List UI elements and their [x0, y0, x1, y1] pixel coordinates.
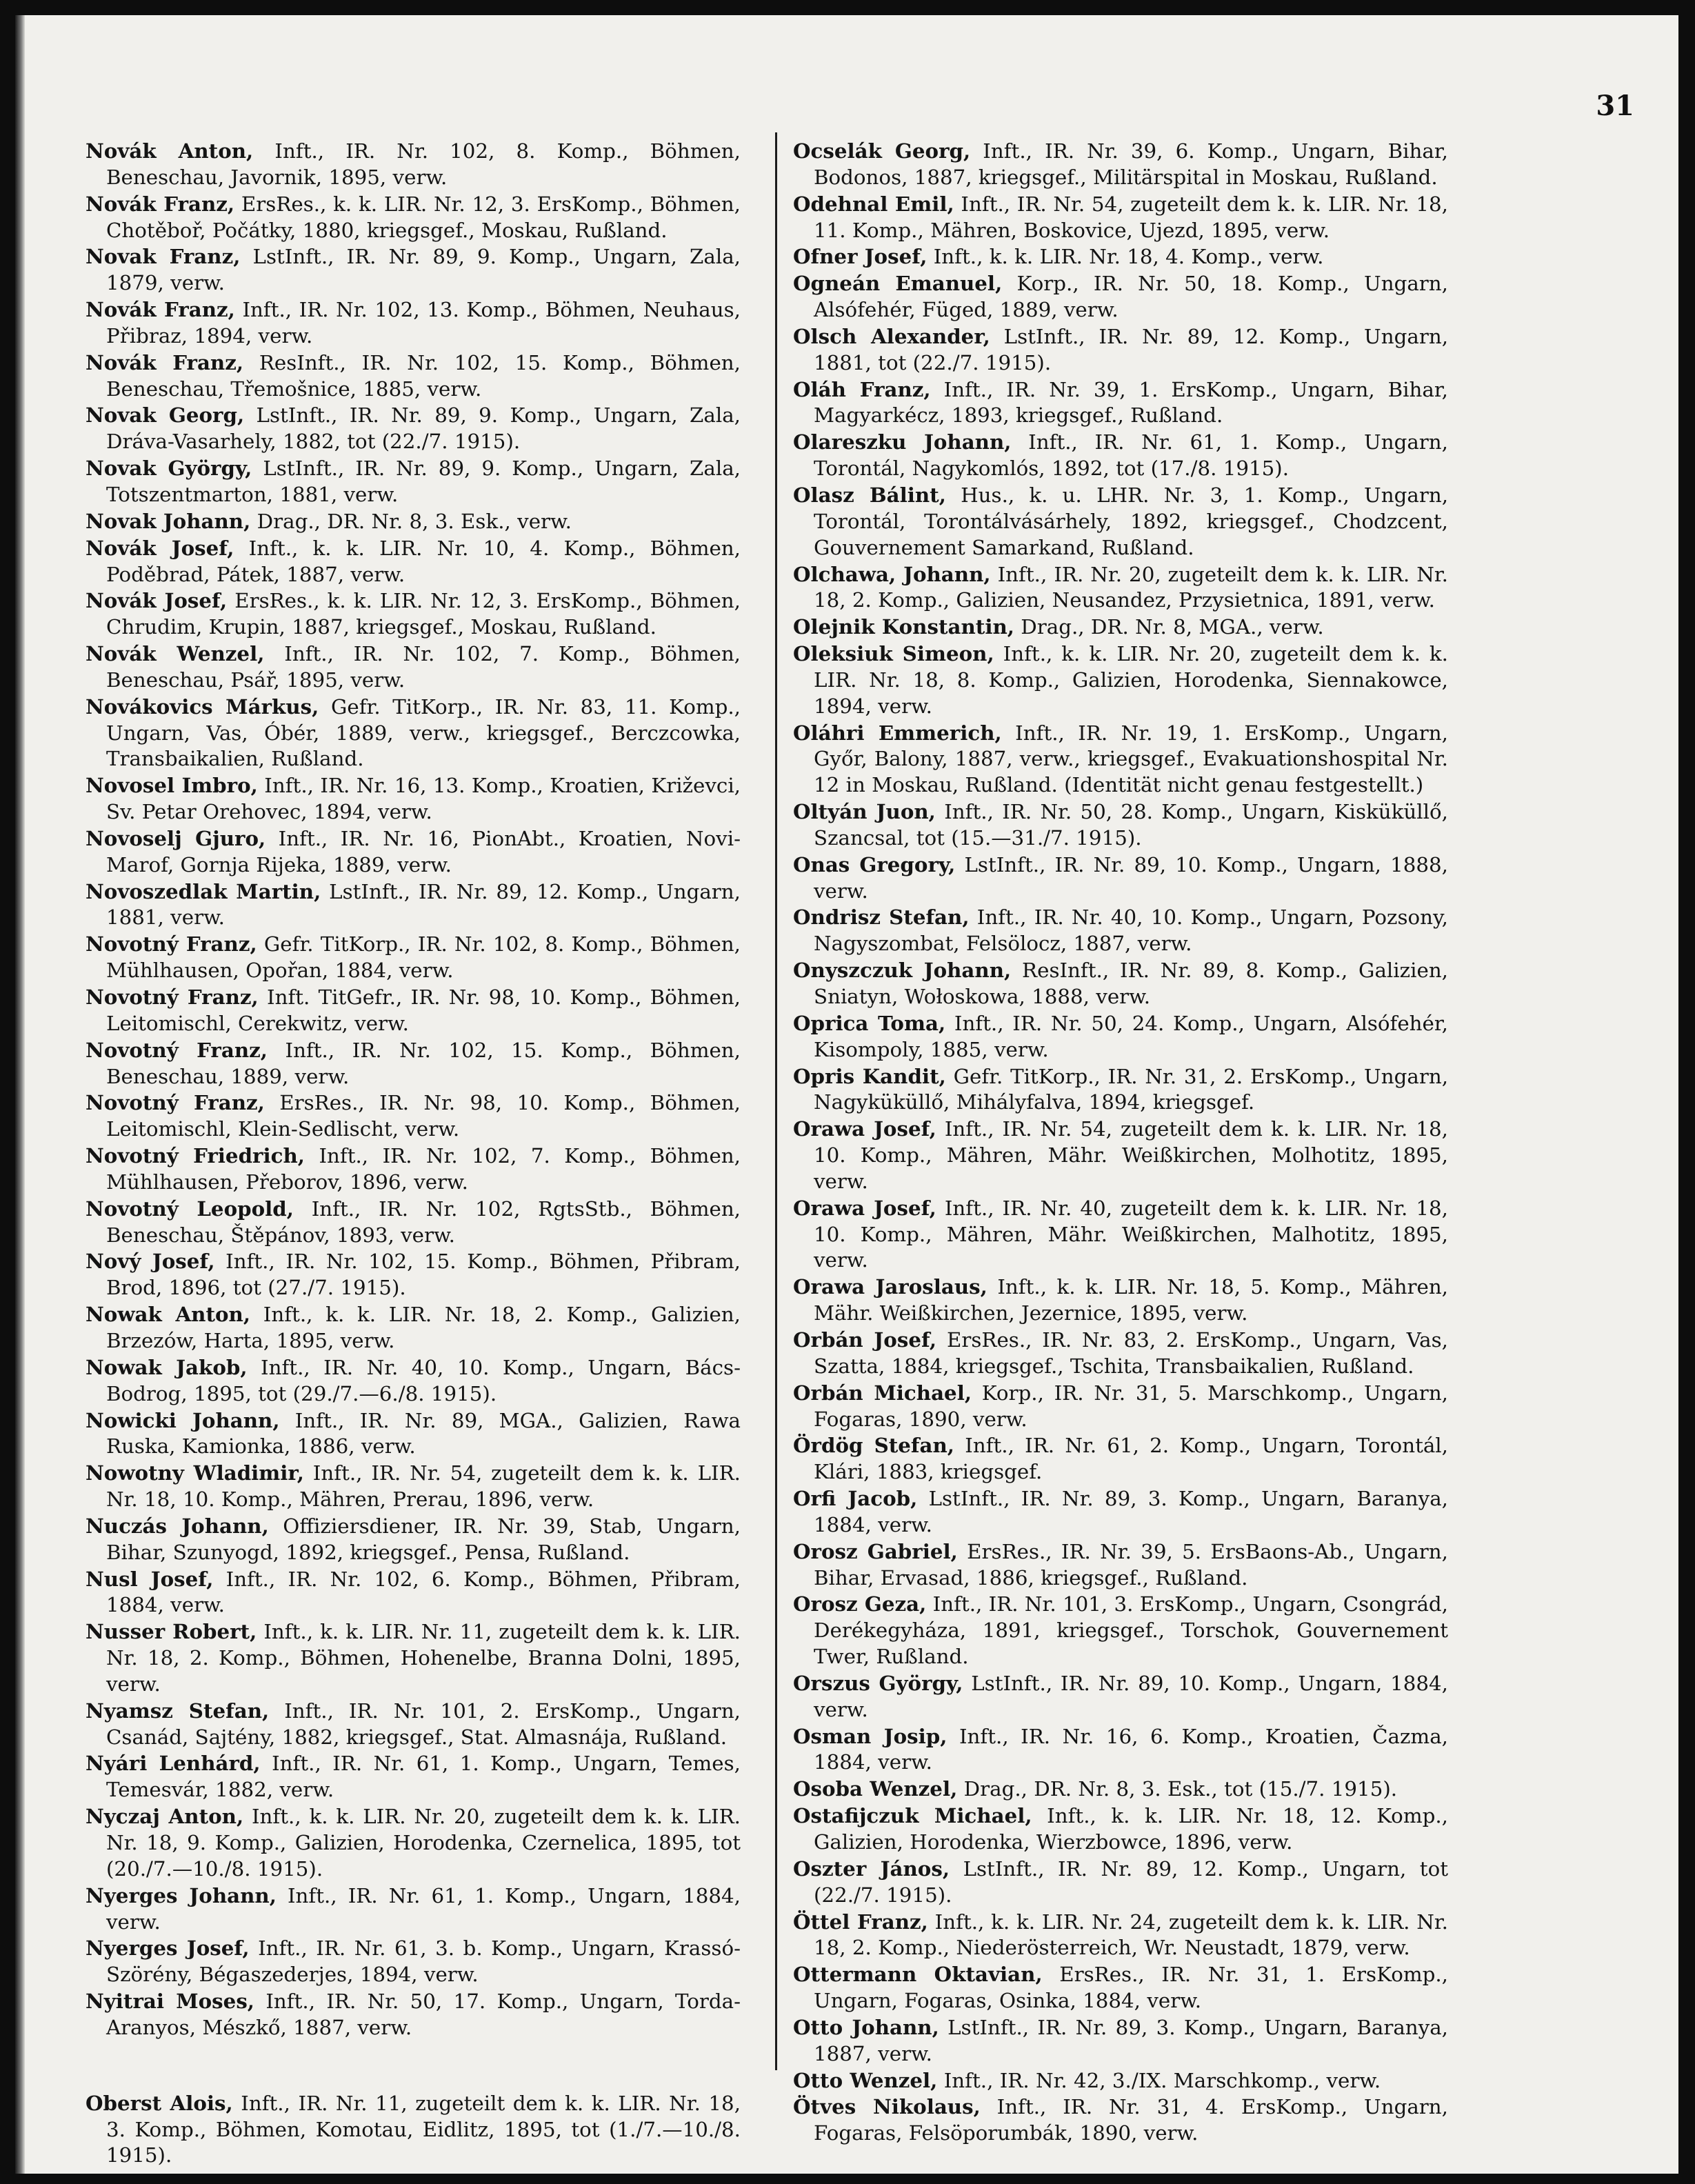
register-entry [793, 2014, 1448, 2067]
register-entry [86, 1988, 741, 2041]
entry-details: Inft., IR. Nr. 42, 3./IX. Marschkomp., verw. [943, 2068, 1381, 2092]
register-entry [86, 694, 741, 773]
entry-details: Inft., IR. Nr. 61, 1. Komp., Ungarn, Temes, Temesvár, 1882, verw. [106, 1752, 741, 1802]
entry-name: Öttel Franz, [793, 1909, 928, 1934]
entry-name: Novotný Franz, [86, 985, 259, 1009]
entry-name: Nyári Lenhárd, [86, 1751, 261, 1776]
register-entry [793, 1909, 1448, 1962]
entry-details: Inft., k. k. LIR. Nr. 20, zugeteilt dem k. k. LIR. Nr. 18, 8. Komp., Galizien, Horodenka, Siennakowce, 1894, verw. [814, 642, 1448, 718]
register-entry [86, 1301, 741, 1354]
register-entry [793, 957, 1448, 1010]
entry-name: Orfi Jacob, [793, 1486, 918, 1511]
entry-name: Nowotny Wladimir, [86, 1461, 304, 1485]
entry-details: LstInft., IR. Nr. 89, 3. Komp., Ungarn, Baranya, 1884, verw. [814, 1487, 1448, 1536]
entry-details: Inft., IR. Nr. 102, 13. Komp., Böhmen, Neuhaus, Přibraz, 1894, verw. [106, 298, 741, 348]
register-entry [86, 1513, 741, 1566]
entry-details: Inft., IR. Nr. 61, 1. Komp., Ungarn, Torontál, Nagykomlós, 1892, tot (17./8. 1915). [814, 430, 1448, 481]
entry-details: Inft., k. k. LIR. Nr. 24, zugeteilt dem k. k. LIR. Nr. 18, 2. Komp., Niederösterreich, Wr. Neustadt, 1879, verw. [814, 1910, 1448, 1960]
entry-name: Novak Georg, [86, 403, 245, 428]
register-entry [793, 852, 1448, 905]
register-entry [86, 1698, 741, 1751]
right-column [793, 138, 1448, 2147]
entry-details: ErsRes., k. k. LIR. Nr. 12, 3. ErsKomp., Böhmen, Chrudim, Krupin, 1887, kriegsgef., Moskau, Rußland. [106, 589, 741, 639]
entry-name: Novotný Franz, [86, 1090, 265, 1115]
page-number: 31 [1596, 90, 1634, 122]
entry-details: Inft., IR. Nr. 50, 24. Komp., Ungarn, Alsófehér, Kisompoly, 1885, verw. [814, 1011, 1448, 1061]
entry-name: Nyamsz Stefan, [86, 1698, 270, 1723]
entry-details: LstInft., IR. Nr. 89, 10. Komp., Ungarn, 1888, verw. [814, 852, 1448, 903]
register-entry [793, 1010, 1448, 1063]
entry-name: Ottermann Oktavian, [793, 1962, 1043, 1987]
register-entry [86, 1248, 741, 1301]
entry-details: Inft., IR. Nr. 40, 10. Komp., Ungarn, Pozsony, Nagyszombat, Felsölocz, 1887, verw. [814, 905, 1448, 956]
entry-name: Nyerges Johann, [86, 1883, 277, 1907]
entry-name: Nyitrai Moses, [86, 1989, 255, 2014]
entry-details: Inft., IR. Nr. 61, 1. Komp., Ungarn, 1884, verw. [106, 1883, 741, 1934]
entry-name: Olchawa, Johann, [793, 561, 991, 586]
entry-name: Orawa Josef, [793, 1116, 936, 1141]
entry-details: ResInft., IR. Nr. 89, 8. Komp., Galizien, Sniatyn, Wołoskowa, 1888, verw. [814, 959, 1448, 1008]
register-entry [793, 1670, 1448, 1723]
entry-name: Novák Franz, [86, 350, 244, 374]
entry-details: Inft., IR. Nr. 102, 7. Komp., Böhmen, Mühlhausen, Přeborov, 1896, verw. [106, 1144, 741, 1194]
entry-name: Orbán Josef, [793, 1327, 937, 1352]
entry-details: ErsRes., IR. Nr. 39, 5. ErsBaons-Ab., Ungarn, Bihar, Ervasad, 1886, kriegsgef., Rußland. [814, 1539, 1448, 1590]
entry-details: ErsRes., IR. Nr. 98, 10. Komp., Böhmen, Leitomischl, Klein-Sedlischt, verw. [106, 1091, 741, 1141]
register-entry [86, 984, 741, 1037]
entry-details: Gefr. TitKorp., IR. Nr. 31, 2. ErsKomp., Ungarn, Nagyküküllő, Mihályfalva, 1894, kriegsgef. [814, 1064, 1449, 1114]
entry-details: Inft. TitGefr., IR. Nr. 98, 10. Komp., Böhmen, Leitomischl, Cerekwitz, verw. [106, 985, 741, 1035]
entry-name: Osman Josip, [793, 1723, 947, 1748]
register-entry [793, 191, 1448, 244]
register-entry [86, 2090, 741, 2170]
entry-details: Inft., IR. Nr. 102, 7. Komp., Böhmen, Beneschau, Psář, 1895, verw. [106, 642, 741, 692]
entry-name: Oleksiuk Simeon, [793, 641, 994, 666]
register-entry [793, 1327, 1448, 1380]
entry-name: Orbán Michael, [793, 1380, 972, 1405]
entry-name: Ocselák Georg, [793, 139, 971, 163]
page-binding-edge [15, 15, 25, 2174]
entry-details: Inft., IR. Nr. 54, zugeteilt dem k. k. LIR. Nr. 18, 11. Komp., Mähren, Boskovice, Ujezd, 1895, verw. [814, 192, 1448, 242]
register-entry [793, 1485, 1448, 1539]
register-entry [86, 641, 741, 694]
entry-name: Ogneán Emanuel, [793, 271, 1003, 296]
entry-details: LstInft., IR. Nr. 89, 3. Komp., Ungarn, Baranya, 1887, verw. [814, 2015, 1448, 2065]
register-entry [86, 1143, 741, 1196]
entry-name: Nyczaj Anton, [86, 1804, 244, 1829]
register-entry [793, 1539, 1448, 1592]
entry-name: Novak Franz, [86, 244, 241, 269]
register-entry [793, 377, 1448, 430]
entry-details: Inft., IR. Nr. 16, 13. Komp., Kroatien, Križevci, Sv. Petar Orehovec, 1894, verw. [106, 774, 741, 824]
entry-details: Inft., k. k. LIR. Nr. 20, zugeteilt dem k. k. LIR. Nr. 18, 9. Komp., Galizien, Horodenka, Czernelica, 1895, tot (20./7.—10./8. 1915). [106, 1805, 741, 1881]
entry-name: Onas Gregory, [793, 852, 956, 876]
document-page [15, 15, 1678, 2174]
register-entry [86, 588, 741, 641]
entry-name: Ötves Nikolaus, [793, 2094, 981, 2119]
entry-details: Inft., IR. Nr. 101, 2. ErsKomp., Ungarn, Csanád, Sajtény, 1882, kriegsgef., Stat. Almasnája, Rußland. [106, 1699, 741, 1749]
entry-name: Novák Anton, [86, 139, 254, 163]
entry-name: Novak Johann, [86, 508, 251, 533]
register-entry [793, 561, 1448, 614]
register-entry [793, 270, 1448, 323]
register-entry [86, 1935, 741, 1988]
entry-details: Inft., IR. Nr. 39, 1. ErsKomp., Ungarn, Bihar, Magyarkécz, 1893, kriegsgef., Rußland. [814, 377, 1448, 428]
register-entry [793, 1803, 1448, 1856]
register-entry [86, 772, 741, 825]
entry-name: Novotný Franz, [86, 932, 257, 956]
register-entry [793, 641, 1448, 720]
register-entry [86, 455, 741, 508]
register-entry [793, 1274, 1448, 1327]
register-entry [86, 535, 741, 588]
entry-details: LstInft., IR. Nr. 89, 10. Komp., Ungarn, 1884, verw. [814, 1671, 1448, 1721]
entry-details: Korp., IR. Nr. 50, 18. Komp., Ungarn, Alsófehér, Füged, 1889, verw. [814, 272, 1448, 322]
entry-details: Inft., IR. Nr. 11, zugeteilt dem k. k. LIR. Nr. 18, 3. Komp., Böhmen, Komotau, Eidlitz, 1895, tot (1./7.—10./8. 1915). [106, 2091, 741, 2167]
entry-name: Novotný Friedrich, [86, 1143, 305, 1168]
entry-details: Inft., IR. Nr. 16, 6. Komp., Kroatien, Čazma, 1884, verw. [814, 1724, 1448, 1774]
entry-name: Oláhri Emmerich, [793, 720, 1002, 745]
entry-details: Inft., IR. Nr. 40, zugeteilt dem k. k. LIR. Nr. 18, 10. Komp., Mähren, Mähr. Weißkirchen, Malhotitz, 1895, verw. [814, 1196, 1448, 1272]
entry-details: Inft., IR. Nr. 102, 8. Komp., Böhmen, Beneschau, Javornik, 1895, verw. [106, 139, 741, 189]
register-entry [86, 1407, 741, 1461]
register-entry [793, 2067, 1448, 2094]
entry-details: LstInft., IR. Nr. 89, 9. Komp., Ungarn, Zala, 1879, verw. [106, 245, 741, 295]
register-entry [793, 614, 1448, 641]
entry-details: ErsRes., k. k. LIR. Nr. 12, 3. ErsKomp., Böhmen, Chotěboř, Počátky, 1880, kriegsgef., Moskau, Rußland. [106, 192, 741, 242]
entry-name: Ondrisz Stefan, [793, 905, 970, 930]
entry-name: Nový Josef, [86, 1249, 215, 1274]
entry-details: Drag., DR. Nr. 8, 3. Esk., verw. [257, 509, 572, 533]
register-entry [793, 1432, 1448, 1485]
entry-name: Olsch Alexander, [793, 323, 990, 348]
entry-name: Nusl Josef, [86, 1566, 214, 1591]
entry-name: Novosel Imbro, [86, 773, 258, 798]
entry-details: Gefr. TitKorp., IR. Nr. 102, 8. Komp., Böhmen, Mühlhausen, Opořan, 1884, verw. [106, 932, 741, 983]
entry-details: Inft., k. k. LIR. Nr. 18, 12. Komp., Galizien, Horodenka, Wierzbowce, 1896, verw. [814, 1804, 1448, 1854]
entry-details: Inft., IR. Nr. 20, zugeteilt dem k. k. LIR. Nr. 18, 2. Komp., Galizien, Neusandez, Przysietnica, 1891, verw. [814, 562, 1448, 612]
register-entry [86, 1566, 741, 1619]
entry-name: Olareszku Johann, [793, 430, 1012, 454]
entry-name: Oprica Toma, [793, 1010, 946, 1035]
register-entry [86, 402, 741, 455]
entry-name: Osoba Wenzel, [793, 1776, 958, 1801]
register-entry [86, 931, 741, 984]
register-entry [86, 1803, 741, 1883]
entry-name: Odehnal Emil, [793, 191, 954, 216]
entry-name: Nowak Anton, [86, 1302, 251, 1327]
entry-details: LstInft., IR. Nr. 89, 9. Komp., Ungarn, Zala, Dráva-Vasarhely, 1882, tot (22./7. 1915). [106, 403, 741, 454]
entry-name: Otto Wenzel, [793, 2067, 938, 2092]
register-entry [86, 1619, 741, 1698]
entry-name: Novotný Leopold, [86, 1196, 294, 1221]
entry-details: Korp., IR. Nr. 31, 5. Marschkomp., Ungarn, Fogaras, 1890, verw. [814, 1381, 1448, 1431]
entry-details: LstInft., IR. Nr. 89, 12. Komp., Ungarn, tot (22./7. 1915). [814, 1856, 1448, 1907]
entry-name: Oltyán Juon, [793, 799, 936, 824]
entry-name: Orosz Gabriel, [793, 1539, 958, 1563]
entry-name: Novák Josef, [86, 588, 228, 613]
register-entry [86, 879, 741, 932]
entry-name: Novoselj Gjuro, [86, 825, 266, 850]
register-entry [793, 1063, 1448, 1116]
entry-details: Inft., IR. Nr. 102, 15. Komp., Böhmen, Přibram, Brod, 1896, tot (27./7. 1915). [106, 1250, 741, 1300]
register-entry [793, 904, 1448, 957]
entry-details: ErsRes., IR. Nr. 31, 1. ErsKomp., Ungarn, Fogaras, Osinka, 1884, verw. [814, 1963, 1448, 2013]
entry-name: Oszter János, [793, 1856, 950, 1881]
entry-details: Inft., IR. Nr. 40, 10. Komp., Ungarn, Bács-Bodrog, 1895, tot (29./7.—6./8. 1915). [106, 1355, 741, 1405]
entry-name: Novoszedlak Martin, [86, 879, 321, 903]
entry-details: Inft., IR. Nr. 39, 6. Komp., Ungarn, Bihar, Bodonos, 1887, kriegsgef., Militärspital in Moskau, Rußland. [814, 139, 1448, 189]
register-entry [793, 1776, 1448, 1803]
register-entry [793, 720, 1448, 799]
entry-name: Otto Johann, [793, 2014, 939, 2039]
entry-details: Inft., IR. Nr. 54, zugeteilt dem k. k. LIR. Nr. 18, 10. Komp., Mähren, Mähr. Weißkirchen, Molhotitz, 1895, verw. [814, 1117, 1448, 1193]
register-entry [793, 482, 1448, 561]
entry-name: Nowicki Johann, [86, 1407, 280, 1432]
entry-details: Inft., IR. Nr. 102, 6. Komp., Böhmen, Přibram, 1884, verw. [106, 1567, 741, 1617]
register-entry [793, 138, 1448, 191]
entry-details: Inft., IR. Nr. 54, zugeteilt dem k. k. LIR. Nr. 18, 10. Komp., Mähren, Prerau, 1896, verw. [106, 1461, 741, 1512]
register-entry [86, 297, 741, 350]
entry-name: Novák Wenzel, [86, 641, 265, 666]
register-entry [793, 323, 1448, 377]
entry-details: Drag., DR. Nr. 8, 3. Esk., tot (15./7. 1915). [963, 1777, 1398, 1801]
entry-details: Gefr. TitKorp., IR. Nr. 83, 11. Komp., Ungarn, Vas, Óbér, 1889, verw., kriegsgef., Berczcowka, Transbaikalien, Rußland. [106, 694, 741, 771]
register-entry [793, 1380, 1448, 1433]
entry-details: Inft., IR. Nr. 89, MGA., Galizien, Rawa Ruska, Kamionka, 1886, verw. [106, 1408, 741, 1459]
entry-name: Novák Franz, [86, 191, 235, 216]
entry-name: Novákovics Márkus, [86, 694, 319, 719]
entry-details: Hus., k. u. LHR. Nr. 3, 1. Komp., Ungarn, Torontál, Torontálvásárhely, 1892, kriegsgef., Chodzcent, Gouvernement Samarkand, Rußland. [814, 483, 1449, 559]
register-entry [793, 1591, 1448, 1670]
register-entry [793, 243, 1448, 270]
entry-name: Nyerges Josef, [86, 1936, 250, 1961]
register-entry [86, 1460, 741, 1513]
entry-details: Inft., IR. Nr. 16, PionAbt., Kroatien, Novi-Marof, Gornja Rijeka, 1889, verw. [106, 826, 741, 876]
register-entry [86, 508, 741, 535]
register-entry [86, 1196, 741, 1249]
entry-details: Inft., IR. Nr. 50, 28. Komp., Ungarn, Kisküküllő, Szancsal, tot (15.—31./7. 1915). [814, 800, 1448, 850]
entry-details: ResInft., IR. Nr. 102, 15. Komp., Böhmen, Beneschau, Třemošnice, 1885, verw. [106, 350, 741, 401]
register-entry [793, 799, 1448, 852]
entry-details: LstInft., IR. Nr. 89, 9. Komp., Ungarn, Zala, Totszentmarton, 1881, verw. [106, 457, 741, 506]
register-entry [86, 1037, 741, 1090]
entry-name: Olejnik Konstantin, [793, 614, 1014, 639]
register-entry [793, 1856, 1448, 1909]
entry-details: Inft., IR. Nr. 31, 4. ErsKomp., Ungarn, Fogaras, Felsöporumbák, 1890, verw. [814, 2095, 1448, 2145]
register-entry [86, 1750, 741, 1803]
entry-name: Ostafijczuk Michael, [793, 1803, 1032, 1828]
entry-details: Offiziersdiener, IR. Nr. 39, Stab, Ungarn, Bihar, Szunyogd, 1892, kriegsgef., Pensa, Rußland. [106, 1514, 741, 1564]
entry-name: Nuczás Johann, [86, 1513, 269, 1538]
entry-name: Novotný Franz, [86, 1037, 268, 1062]
entry-name: Onyszczuk Johann, [793, 958, 1012, 983]
entry-details: Inft., k. k. LIR. Nr. 10, 4. Komp., Böhmen, Poděbrad, Pátek, 1887, verw. [106, 536, 741, 586]
entry-details: Inft., k. k. LIR. Nr. 18, 4. Komp., verw. [933, 245, 1324, 269]
register-entry [86, 350, 741, 403]
register-entry [793, 429, 1448, 482]
entry-details: Inft., IR. Nr. 50, 17. Komp., Ungarn, Torda-Aranyos, Mészkő, 1887, verw. [106, 1990, 741, 2039]
entry-name: Orawa Josef, [793, 1195, 936, 1220]
entry-name: Ofner Josef, [793, 244, 927, 269]
entry-details: Inft., k. k. LIR. Nr. 18, 2. Komp., Galizien, Brzezów, Harta, 1895, verw. [106, 1303, 741, 1352]
entry-name: Ördög Stefan, [793, 1433, 955, 1458]
entry-name: Opris Kandit, [793, 1063, 946, 1088]
entry-details: LstInft., IR. Nr. 89, 12. Komp., Ungarn, 1881, tot (22./7. 1915). [814, 324, 1449, 374]
entry-details: Inft., IR. Nr. 61, 3. b. Komp., Ungarn, Krassó-Szörény, Bégaszederjes, 1894, verw. [106, 1936, 741, 1987]
entry-details: Drag., DR. Nr. 8, MGA., verw. [1021, 615, 1324, 639]
register-entry [86, 191, 741, 244]
entry-details: Inft., IR. Nr. 19, 1. ErsKomp., Ungarn, Győr, Balony, 1887, verw., kriegsgef., Evakuationshospital Nr. 12 in Moskau, Rußland. (Identität nicht genau festgestellt.) [814, 721, 1448, 797]
entry-name: Oberst Alois, [86, 2090, 233, 2115]
entry-details: Inft., IR. Nr. 102, 15. Komp., Böhmen, Beneschau, 1889, verw. [106, 1038, 741, 1088]
register-entry [86, 1090, 741, 1143]
entry-name: Novak György, [86, 456, 252, 481]
entry-name: Nowak Jakob, [86, 1354, 248, 1379]
entry-name: Novák Franz, [86, 297, 235, 322]
entry-name: Oláh Franz, [793, 377, 931, 401]
register-entry [86, 1883, 741, 1936]
entry-details: ErsRes., IR. Nr. 83, 2. ErsKomp., Ungarn, Vas, Szatta, 1884, kriegsgef., Tschita, Transbaikalien, Rußland. [814, 1328, 1448, 1378]
register-entry [86, 1354, 741, 1407]
register-entry [793, 1961, 1448, 2014]
register-entry [793, 1116, 1448, 1195]
column-divider [775, 132, 777, 2070]
entry-details: Inft., IR. Nr. 61, 2. Komp., Ungarn, Torontál, Klári, 1883, kriegsgef. [814, 1434, 1448, 1484]
entry-name: Orszus György, [793, 1670, 963, 1695]
entry-name: Orawa Jaroslaus, [793, 1274, 987, 1299]
entry-details: LstInft., IR. Nr. 89, 12. Komp., Ungarn, 1881, verw. [106, 879, 741, 930]
entry-name: Orosz Geza, [793, 1592, 927, 1616]
register-entry [86, 825, 741, 879]
entry-details: Inft., IR. Nr. 102, RgtsStb., Böhmen, Beneschau, Štěpánov, 1893, verw. [106, 1196, 741, 1247]
entry-name: Nusser Robert, [86, 1619, 257, 1644]
entry-details: Inft., k. k. LIR. Nr. 18, 5. Komp., Mähren, Mähr. Weißkirchen, Jezernice, 1895, verw. [814, 1275, 1448, 1325]
register-entry [793, 1723, 1448, 1776]
register-entry [793, 1195, 1448, 1274]
left-column [86, 138, 741, 2169]
entry-name: Olasz Bálint, [793, 482, 946, 507]
register-entry [86, 243, 741, 297]
entry-name: Novák Josef, [86, 535, 234, 560]
entry-details: Inft., IR. Nr. 101, 3. ErsKomp., Ungarn, Csongrád, Derékegyháza, 1891, kriegsgef., Torschok, Gouvernement Twer, Rußland. [814, 1592, 1448, 1669]
entry-details: Inft., k. k. LIR. Nr. 11, zugeteilt dem k. k. LIR. Nr. 18, 2. Komp., Böhmen, Hohenelbe, Branna Dolni, 1895, verw. [106, 1620, 741, 1696]
register-entry [86, 138, 741, 191]
register-entry [793, 2094, 1448, 2147]
